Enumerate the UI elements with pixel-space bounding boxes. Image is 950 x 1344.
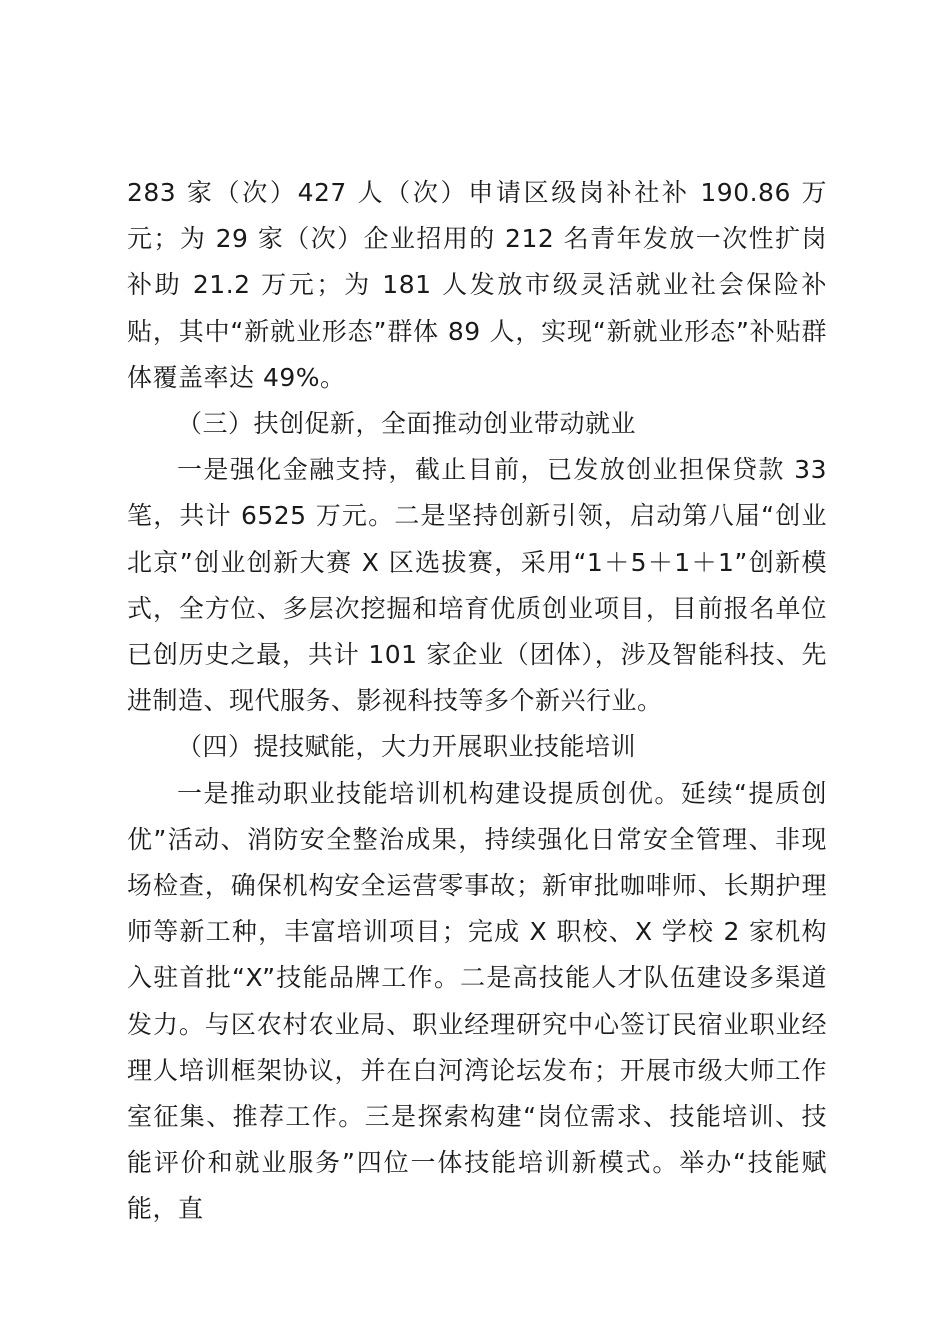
paragraph-subsidy-summary: 283 家（次）427 人（次）申请区级岗补社补 190.86 万元；为 29 家（次）企业招用的 212 名青年发放一次性扩岗补助 21.2 万元；为 181 人发放市级灵活就业社会保险补贴，其中“新就业形态”群体 89 人，实现“新就业形态”补贴群体覆盖率达 49%。 <box>127 178 827 392</box>
section-heading-4: （四）提技赋能，大力开展职业技能培训 <box>177 732 637 762</box>
document-body <box>127 170 827 1233</box>
paragraph-entrepreneurship: 一是强化金融支持，截止目前，已发放创业担保贷款 33 笔，共计 6525 万元。二是坚持创新引领，启动第八届“创业北京”创业创新大赛 X 区选拔赛，采用“1＋5＋1＋1”创新模式，全方位、多层次挖掘和培育优质创业项目，目前报名单位已创历史之最，共计 101 家企业（团体），涉及智能科技、先进制造、现代服务、影视科技等多个新兴行业。 <box>127 455 827 716</box>
paragraph-skills-training: 一是推动职业技能培训机构建设提质创优。延续“提质创优”活动、消防安全整治成果，持续强化日常安全管理、非现场检查，确保机构安全运营零事故；新审批咖啡师、长期护理师等新工种，丰富培训项目；完成 X 职校、X 学校 2 家机构入驻首批“X”技能品牌工作。二是高技能人才队伍建设多渠道发力。与区农村农业局、职业经理研究中心签订民宿业职业经理人培训框架协议，并在白河湾论坛发布；开展市级大师工作室征集、推荐工作。三是探索构建“岗位需求、技能培训、技能评价和就业服务”四位一体技能培训新模式。举办“技能赋能，直 <box>127 778 827 1224</box>
section-heading-3: （三）扶创促新，全面推动创业带动就业 <box>177 409 637 439</box>
